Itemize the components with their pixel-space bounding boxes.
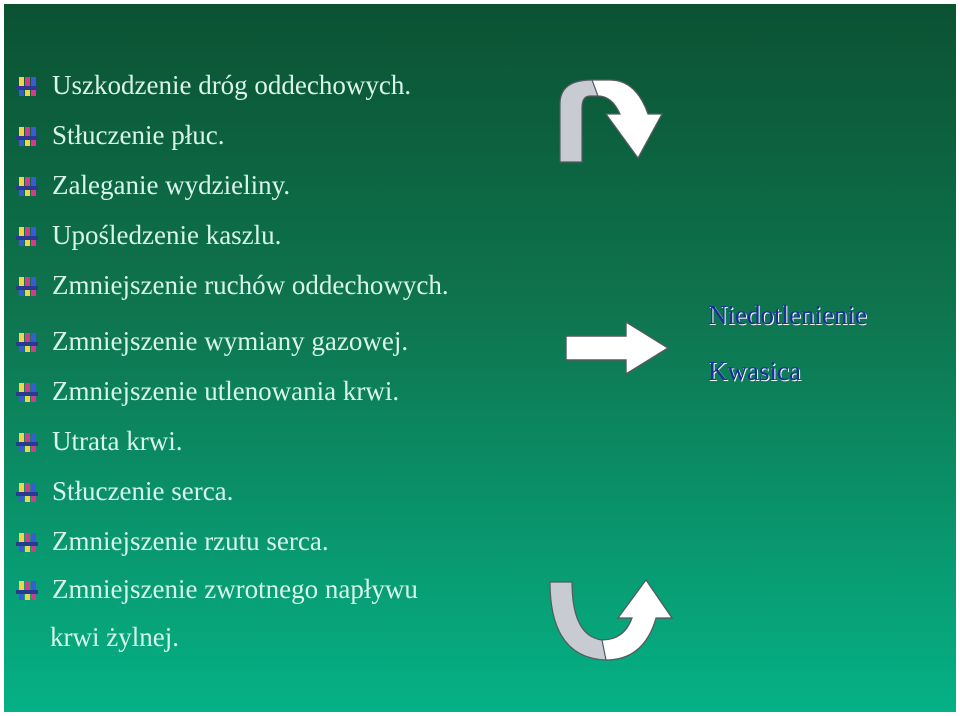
flag-bullet-icon	[16, 126, 38, 146]
bullet-text: Zmniejszenie wymiany gazowej.	[52, 326, 409, 356]
list-item	[16, 376, 399, 407]
flag-bullet-icon	[16, 532, 38, 552]
list-item	[16, 70, 411, 101]
list-item	[16, 270, 449, 301]
bullet-text: Stłuczenie płuc.	[52, 120, 225, 150]
bullet-text: Zmniejszenie rzutu serca.	[52, 526, 329, 556]
curved-arrow-down-icon	[552, 74, 686, 164]
result-kwasica: Kwasica	[708, 356, 801, 386]
bullet-text: Zaleganie wydzieliny.	[52, 170, 291, 200]
list-item	[16, 326, 408, 357]
list-item	[16, 220, 281, 251]
flag-bullet-icon	[16, 76, 38, 96]
list-item	[16, 574, 418, 605]
bullet-text: Zmniejszenie ruchów oddechowych.	[52, 270, 449, 300]
list-item	[16, 170, 290, 201]
curved-arrow-up-icon	[544, 578, 680, 664]
bullet-text: Uszkodzenie dróg oddechowych.	[52, 70, 412, 100]
flag-bullet-icon	[16, 482, 38, 502]
flag-bullet-icon	[16, 332, 38, 352]
flag-bullet-icon	[16, 176, 38, 196]
bullet-text: Zmniejszenie zwrotnego napływu	[52, 574, 418, 604]
flag-bullet-icon	[16, 276, 38, 296]
bullet-text: Utrata krwi.	[52, 426, 183, 456]
list-item	[16, 476, 233, 507]
bullet-text: Upośledzenie kaszlu.	[52, 220, 282, 250]
arrow-right-icon	[564, 320, 670, 376]
slide	[4, 4, 956, 712]
flag-bullet-icon	[16, 226, 38, 246]
list-item	[16, 426, 182, 457]
flag-bullet-icon	[16, 432, 38, 452]
flag-bullet-icon	[16, 382, 38, 402]
bullet-text: Zmniejszenie utlenowania krwi.	[52, 376, 400, 406]
flag-bullet-icon	[16, 580, 38, 600]
bullet-text: Stłuczenie serca.	[52, 476, 234, 506]
list-item	[16, 120, 224, 151]
bullet-continuation: krwi żylnej.	[50, 622, 179, 652]
result-niedotlenienie: Niedotlenienie	[708, 300, 867, 330]
bullet-list	[4, 4, 544, 704]
list-item	[16, 526, 329, 557]
